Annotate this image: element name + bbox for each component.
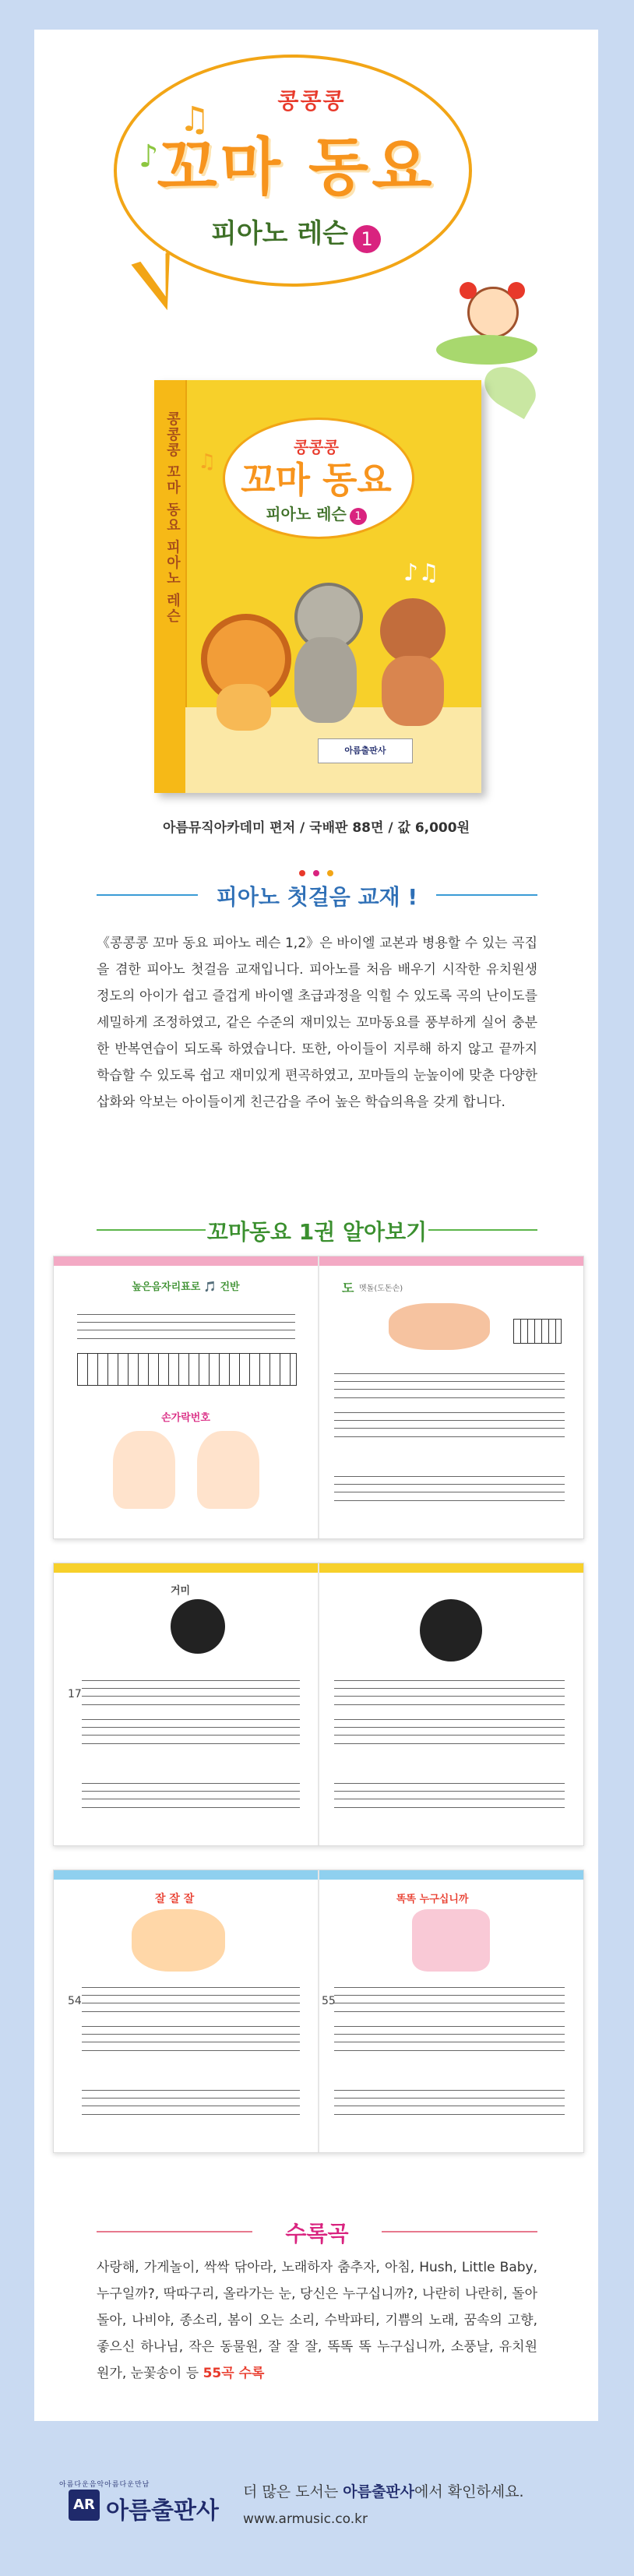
volume-badge: 1: [353, 225, 381, 253]
footer-publisher-name: 아름출판사: [106, 2497, 219, 2525]
intro-body: 《콩콩콩 꼬마 동요 피아노 레슨 1,2》은 바이엘 교본과 병용할 수 있는 곡집을 겸한 피아노 첫걸음 교재입니다. 피아노를 처음 배우기 시작한 유치원생 정도의 아이가 쉽고 즐겁게 바이엘 초급과정을 익힐 수 있도록 곡의 난이도를 세밀하게 조정하였고, 같은 수준의 재미있는 꼬마동요를 풍부하게 실어 충분한 반복연습이 되도록 하였습니다. 또한, 아이들이 지루해 하지 않고 끝까지 학습할 수 있도록 쉽고 재미있게 편곡하였고, 꼬마들의 눈높이에 맞춘 다양한 삽화와 악보는 아이들이게 친근감을 주어 높은 학습의욕을 갖게 합니다.: [97, 936, 537, 1110]
footer-message-post: 에서 확인하세요.: [414, 2483, 524, 2500]
footer-url-link[interactable]: www.armusic.co.kr: [243, 2511, 368, 2527]
cover-badge: 콩콩콩: [277, 88, 346, 114]
music-staff: [82, 1783, 300, 1808]
music-staff: [334, 1412, 565, 1437]
spider-illustration: [171, 1599, 225, 1654]
divider-line: [97, 2231, 252, 2232]
footer-tagline: 아름다운음악아름다운만남: [59, 2481, 150, 2489]
spread-1-left-heading: 높은음자리표로 🎵 건반: [132, 1281, 240, 1293]
music-staff: [334, 2090, 565, 2115]
gutter: [318, 1563, 319, 1845]
book-spine: [154, 380, 187, 793]
footer-message-bold: 아름출판사: [343, 2483, 415, 2500]
music-staff: [334, 2026, 565, 2051]
divider-line: [436, 894, 537, 896]
hand-illustration: [113, 1431, 175, 1509]
spread-3-right-num: 55: [322, 1995, 336, 2007]
music-note-icon: ♫: [179, 100, 210, 139]
cover-subtitle-row: [140, 212, 452, 253]
spread-1-left-sub: 손가락번호: [161, 1412, 210, 1424]
publisher-logo-icon: AR: [69, 2490, 100, 2521]
grandma-illustration: [132, 1909, 225, 1972]
publisher-logo-small: [318, 738, 413, 763]
book-publisher: 아름출판사: [344, 745, 386, 756]
songs-count: 55곡 수록: [203, 2366, 265, 2381]
section-dots: [34, 865, 598, 879]
book-caption: 아름뮤직아카데미 편저 / 국배판 88면 / 값 6,000원: [162, 820, 470, 836]
songs-list: 사랑해, 가게놀이, 싹싹 닦아라, 노래하자 춤추자, 아침, Hush, Little Baby, 누구일까?, 딱따구리, 올라가는 눈, 당신은 누구십니까?, 나란히 나란히, 돌아 돌아, 나비야, 종소리, 봄이 오는 소리, 수박파티, 기쁨의 노래, 꿈속의 고향, 좋으신 하나님, 작은 동물원, 잘 잘 잘, 똑똑 똑 누구십니까, 소풍날, 유치원 원가, 눈꽃송이 등: [97, 2260, 537, 2381]
kids-illustration: [389, 1303, 490, 1350]
spread-2-left-heading: 거미: [171, 1585, 191, 1597]
divider-line: [97, 1229, 206, 1231]
book-title: 꼬마 동요: [241, 459, 392, 501]
music-note-icon: ♪♫: [403, 559, 440, 587]
book-cover-image: [154, 380, 481, 793]
keyboard-icon: [513, 1319, 562, 1344]
music-staff: [77, 1314, 295, 1339]
music-staff: [334, 1476, 565, 1501]
footer-message-pre: 더 많은 도서는: [243, 2483, 343, 2500]
footer-message: [243, 2480, 524, 2501]
book-subtitle-row: [223, 502, 410, 525]
girl-illustration: [436, 279, 545, 380]
divider-line: [382, 2231, 537, 2232]
spread-2-left-num: 17: [68, 1688, 82, 1700]
divider-line: [428, 1229, 537, 1231]
music-staff: [82, 1680, 300, 1705]
music-staff: [334, 1680, 565, 1705]
music-staff: [82, 2026, 300, 2051]
book-volume: 1: [350, 508, 367, 525]
door-illustration: [412, 1909, 490, 1972]
preview-title: 꼬마동요 1권 알아보기: [206, 1219, 428, 1245]
preview-spread-1: [53, 1256, 584, 1539]
intro-title: 피아노 첫걸음 교재 !: [216, 884, 418, 910]
cover-title: 꼬마 동요: [157, 131, 435, 203]
songs-list-paragraph: [97, 2254, 537, 2387]
cover-subtitle: 피아노 레슨: [210, 218, 349, 249]
dot: [299, 870, 305, 876]
songs-title: 수록곡: [285, 2221, 349, 2247]
spider-illustration: [420, 1599, 482, 1662]
music-note-icon: ♫: [198, 450, 217, 474]
music-staff: [82, 1987, 300, 2012]
music-note-icon: ♪: [139, 139, 159, 174]
music-staff: [82, 1719, 300, 1744]
preview-spread-2: [53, 1563, 584, 1846]
music-staff: [334, 1373, 565, 1398]
music-staff: [334, 1987, 565, 2012]
hand-illustration: [197, 1431, 259, 1509]
music-staff: [82, 2090, 300, 2115]
bear-illustration: [380, 598, 446, 664]
music-staff: [334, 1719, 565, 1744]
book-badge: 콩콩콩: [294, 438, 339, 456]
spread-3-left-num: 54: [68, 1995, 82, 2007]
bear-body: [382, 656, 444, 726]
gutter: [318, 1256, 319, 1538]
music-staff: [334, 1783, 565, 1808]
sloth-body: [294, 637, 357, 723]
lion-body: [217, 684, 271, 731]
preview-spread-3: [53, 1869, 584, 2153]
spread-3-left-heading: 잘 잘 잘: [155, 1893, 195, 1905]
book-subtitle: 피아노 레슨: [266, 505, 347, 523]
spread-1-right-heading: 도: [342, 1281, 354, 1295]
spread-3-right-heading: 똑똑 누구십니까: [396, 1894, 469, 1905]
dot: [327, 870, 333, 876]
dot: [313, 870, 319, 876]
keyboard-illustration: [77, 1353, 297, 1386]
divider-line: [97, 894, 198, 896]
gutter: [318, 1870, 319, 2152]
spread-1-right-sub: 멧돌(도돈손): [359, 1284, 403, 1293]
book-spine-text: 콩콩콩 꼬마 동요 피아노 레슨: [164, 411, 181, 625]
